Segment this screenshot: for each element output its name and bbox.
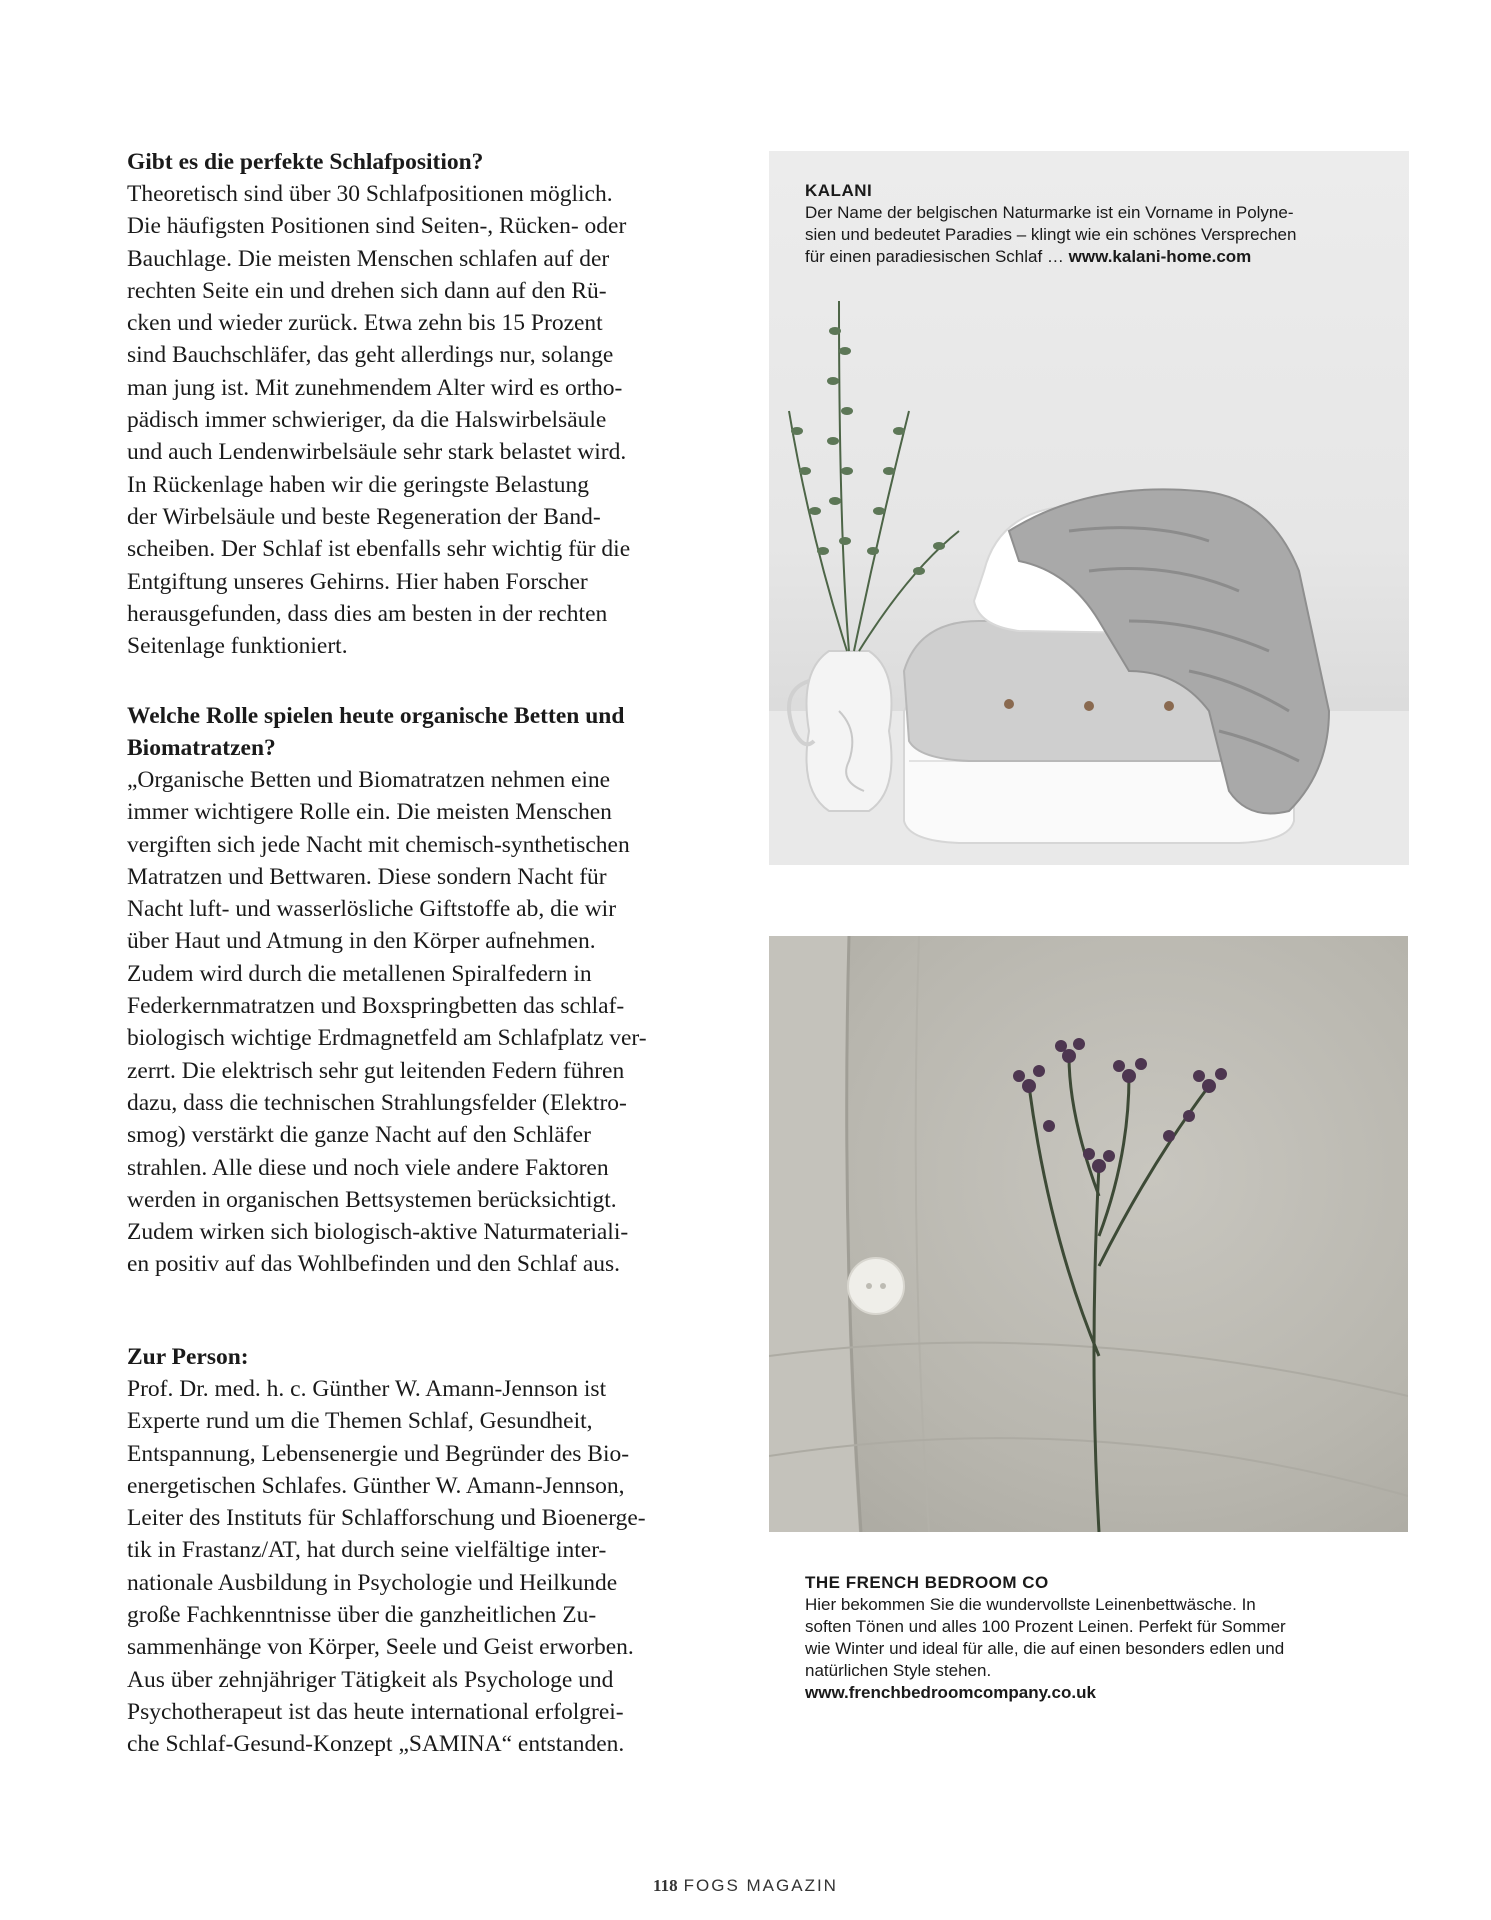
text-line: Psychotherapeut ist das heute international erfolgrei-	[127, 1698, 624, 1725]
text-line: vergiften sich jede Nacht mit chemisch-synthetischen	[127, 831, 630, 858]
article-section-sleep-position	[127, 146, 727, 662]
text-line: Zudem wirken sich biologisch-aktive Naturmateriali-	[127, 1219, 629, 1246]
text-line: Seitenlage funktioniert.	[127, 633, 348, 660]
linen-illustration	[769, 936, 1408, 1532]
text-line: und auch Lendenwirbelsäule sehr stark belastet wird.	[127, 439, 627, 466]
french-bedroom-caption	[805, 1572, 1395, 1704]
caption-line: Der Name der belgischen Naturmarke ist ein Vorname in Polyne-	[805, 203, 1294, 222]
text-line: werden in organischen Bettsystemen berücksichtigt.	[127, 1186, 617, 1213]
caption-line: wie Winter und ideal für alle, die auf einen besonders edlen und	[805, 1639, 1285, 1658]
text-line: strahlen. Alle diese und noch viele andere Faktoren	[127, 1154, 609, 1181]
text-line: biologisch wichtige Erdmagnetfeld am Schlafplatz ver-	[127, 1025, 647, 1052]
text-line: Nacht luft- und wasserlösliche Giftstoffe ab, die wir	[127, 896, 617, 923]
section-heading	[127, 700, 727, 764]
page-number: 118	[653, 1876, 678, 1895]
text-line: Zudem wird durch die metallenen Spiralfedern in	[127, 960, 592, 987]
text-line: dazu, dass die technischen Strahlungsfelder (Elektro-	[127, 1089, 627, 1116]
text-line: rechten Seite ein und drehen sich dann auf den Rü-	[127, 277, 607, 304]
text-line: große Fachkenntnisse über die ganzheitlichen Zu-	[127, 1602, 597, 1629]
text-line: Leiter des Instituts für Schlafforschung und Bioenerge-	[127, 1505, 646, 1532]
text-line: sind Bauchschläfer, das geht allerdings nur, solange	[127, 342, 614, 369]
page-footer	[0, 1876, 1491, 1896]
text-line: In Rückenlage haben wir die geringste Belastung	[127, 471, 590, 498]
text-line: Entgiftung unseres Gehirns. Hier haben Forscher	[127, 568, 588, 595]
text-line: en positiv auf das Wohlbefinden und den Schlaf aus.	[127, 1251, 621, 1278]
article-section-organic-beds	[127, 700, 727, 1281]
magazine-name: FOGS MAGAZIN	[683, 1876, 838, 1895]
caption-line	[805, 246, 1395, 268]
caption-line: sien und bedeutet Paradies – klingt wie ein schönes Versprechen	[805, 225, 1297, 244]
section-body	[127, 1373, 727, 1761]
french-bedroom-url-link[interactable]: www.frenchbedroomcompany.co.uk	[805, 1683, 1096, 1702]
caption-title: KALANI	[805, 181, 873, 200]
caption-line: soften Tönen und alles 100 Prozent Leinen. Perfekt für Sommer	[805, 1617, 1286, 1636]
text-line: immer wichtigere Rolle ein. Die meisten Menschen	[127, 799, 612, 826]
text-line: Federkernmatratzen und Boxspringbetten das schlaf-	[127, 993, 625, 1020]
text-line: tik in Frastanz/AT, hat durch seine vielfältige inter-	[127, 1537, 607, 1564]
section-heading: Gibt es die perfekte Schlafposition?	[127, 149, 484, 175]
text-line: der Wirbelsäule und beste Regeneration der Band-	[127, 503, 601, 530]
text-line: Entspannung, Lebensenergie und Begründer des Bio-	[127, 1440, 630, 1467]
caption-title: THE FRENCH BEDROOM CO	[805, 1573, 1049, 1592]
text-line: „Organische Betten und Biomatratzen nehmen eine	[127, 767, 611, 793]
text-line: che Schlaf-Gesund-Konzept „SAMINA“ entstanden.	[127, 1731, 625, 1758]
text-line: Theoretisch sind über 30 Schlafpositionen möglich.	[127, 181, 613, 207]
text-line: cken und wieder zurück. Etwa zehn bis 15 Prozent	[127, 310, 603, 337]
section-heading: Zur Person:	[127, 1344, 249, 1370]
article-section-about-person	[127, 1341, 727, 1761]
caption-text: für einen paradiesischen Schlaf …	[805, 247, 1069, 266]
text-line: Die häufigsten Positionen sind Seiten-, Rücken- oder	[127, 213, 627, 240]
kalani-caption	[805, 180, 1395, 268]
section-body	[127, 764, 727, 1281]
text-line: über Haut und Atmung in den Körper aufnehmen.	[127, 928, 596, 955]
text-line: sammenhänge von Körper, Seele und Geist erworben.	[127, 1634, 634, 1661]
text-line: zerrt. Die elektrisch sehr gut leitenden Federn führen	[127, 1057, 625, 1084]
text-line: energetischen Schlafes. Günther W. Amann-Jennson,	[127, 1472, 625, 1499]
text-line: pädisch immer schwieriger, da die Halswirbelsäule	[127, 407, 607, 434]
text-line: Aus über zehnjähriger Tätigkeit als Psychologe und	[127, 1666, 614, 1693]
text-line: Matratzen und Bettwaren. Diese sondern Nacht für	[127, 863, 607, 890]
text-line: scheiben. Der Schlaf ist ebenfalls sehr wichtig für die	[127, 536, 631, 563]
kalani-url-link[interactable]: www.kalani-home.com	[1068, 247, 1252, 266]
text-line: Bauchlage. Die meisten Menschen schlafen auf der	[127, 245, 610, 272]
text-line: Prof. Dr. med. h. c. Günther W. Amann-Jennson ist	[127, 1376, 607, 1402]
french-bedroom-product-photo	[769, 936, 1408, 1532]
caption-line: natürlichen Style stehen.	[805, 1661, 992, 1680]
text-line: nationale Ausbildung in Psychologie und Heilkunde	[127, 1569, 618, 1596]
text-line: smog) verstärkt die ganze Nacht auf den Schläfer	[127, 1122, 591, 1149]
section-body	[127, 178, 727, 662]
text-line: man jung ist. Mit zunehmendem Alter wird es ortho-	[127, 374, 623, 401]
heading-line: Welche Rolle spielen heute organische Betten und	[127, 703, 625, 729]
caption-line: Hier bekommen Sie die wundervollste Leinenbettwäsche. In	[805, 1595, 1256, 1614]
text-line: herausgefunden, dass dies am besten in der rechten	[127, 600, 608, 627]
heading-line: Biomatratzen?	[127, 735, 276, 761]
text-line: Experte rund um die Themen Schlaf, Gesundheit,	[127, 1408, 593, 1435]
